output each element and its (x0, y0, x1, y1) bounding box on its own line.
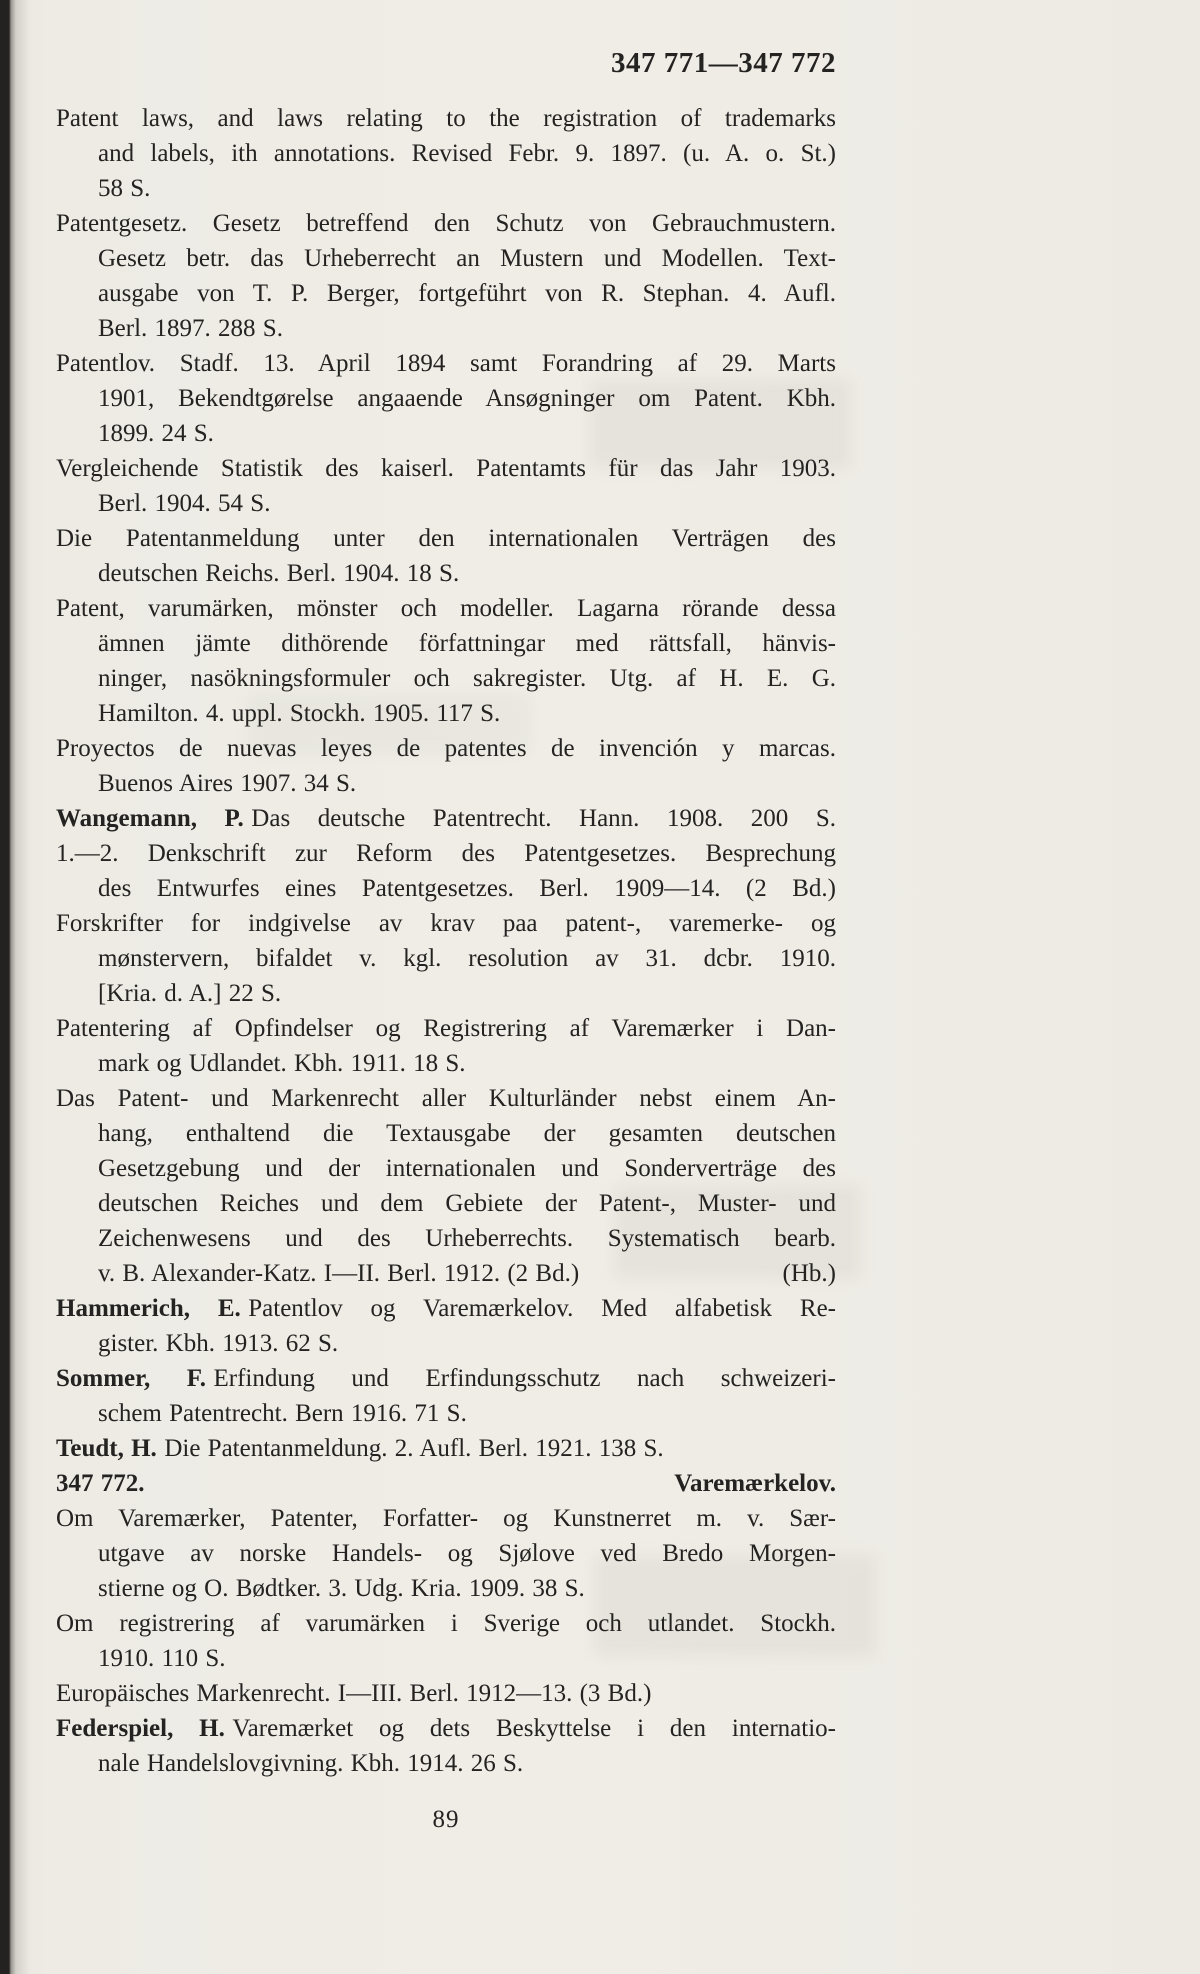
entry-line: Forskrifter for indgivelse av krav paa patent-, varemerke- og (56, 910, 836, 937)
entry-line: hang, enthaltend die Textausgabe der gesamten deutschen (98, 1120, 836, 1147)
bibliography-entry (56, 1676, 836, 1711)
entry-line: 1901, Bekendtgørelse angaaende Ansøgninger om Patent. Kbh. (98, 385, 836, 412)
entry-line: Buenos Aires 1907. 34 S. (98, 770, 357, 797)
entry-line: Patentgesetz. Gesetz betreffend den Schutz von Gebrauchmustern. (56, 210, 836, 237)
bibliography-entry (56, 1501, 836, 1606)
text-block (56, 101, 836, 1781)
entry-line-right-text: Varemærkelov. (674, 1470, 836, 1497)
bibliography-entry (56, 1431, 836, 1466)
entry-line: schem Patentrecht. Bern 1916. 71 S. (98, 1400, 467, 1427)
author-name: Hammerich, E. (56, 1295, 241, 1322)
entry-line: ausgabe von T. P. Berger, fortgeführt von R. Stephan. 4. Aufl. (98, 280, 836, 307)
bibliography-entry (56, 451, 836, 521)
entry-line: Patentlov. Stadf. 13. April 1894 samt Forandring af 29. Marts (56, 350, 836, 377)
entry-line: Om Varemærker, Patenter, Forfatter- og Kunstnerret m. v. Sær- (56, 1505, 836, 1532)
entry-line: 1.—2. Denkschrift zur Reform des Patentgesetzes. Besprechung (56, 840, 836, 867)
entry-line-text: Die Patentanmeldung. 2. Aufl. Berl. 1921. 138 S. (164, 1435, 664, 1462)
bibliography-entry (56, 1291, 836, 1361)
entry-line: Patent laws, and laws relating to the registration of trademarks (56, 105, 836, 132)
bibliography-entry (56, 521, 836, 591)
classification-number-range-header: 347 771—347 772 (611, 47, 836, 79)
entry-line-right-text: (Hb.) (782, 1260, 836, 1287)
bibliography-entry (56, 801, 836, 836)
entry-line-text: v. B. Alexander-Katz. I—II. Berl. 1912. (2 Bd.) (98, 1260, 580, 1287)
entry-line: des Entwurfes eines Patentgesetzes. Berl. 1909—14. (2 Bd.) (98, 875, 836, 902)
entry-line: and labels, ith annotations. Revised Febr. 9. 1897. (u. A. o. St.) (98, 140, 836, 167)
section-heading (56, 1466, 836, 1501)
bibliography-entry (56, 1011, 836, 1081)
entry-line: Om registrering af varumärken i Sverige och utlandet. Stockh. (56, 1610, 836, 1637)
entry-line (56, 1361, 836, 1396)
entry-line: gister. Kbh. 1913. 62 S. (98, 1330, 339, 1357)
entry-line: nale Handelslovgivning. Kbh. 1914. 26 S. (98, 1750, 524, 1777)
entry-line-text: Erfindung und Erfindungsschutz nach schweizeri- (213, 1365, 836, 1392)
entry-line: utgave av norske Handels- og Sjølove ved Bredo Morgen- (98, 1540, 836, 1567)
entry-line (56, 1431, 836, 1466)
entry-line: Europäisches Markenrecht. I—III. Berl. 1912—13. (3 Bd.) (56, 1680, 652, 1707)
bibliography-entry (56, 1711, 836, 1781)
bibliography-entry (56, 1361, 836, 1431)
entry-line-split (56, 1256, 836, 1291)
entry-line: Vergleichende Statistik des kaiserl. Patentamts für das Jahr 1903. (56, 455, 836, 482)
entry-line: Proyectos de nuevas leyes de patentes de invención y marcas. (56, 735, 836, 762)
entry-line (56, 1291, 836, 1326)
entry-line (56, 1711, 836, 1746)
entry-line: Patent, varumärken, mönster och modeller. Lagarna rörande dessa (56, 595, 836, 622)
entry-line: ämnen jämte dithörende författningar med rättsfall, hänvis- (98, 630, 836, 657)
bibliography-entry (56, 836, 836, 906)
entry-line: [Kria. d. A.] 22 S. (98, 980, 282, 1007)
author-name: Federspiel, H. (56, 1715, 225, 1742)
bibliography-entry (56, 591, 836, 731)
bibliography-entry (56, 346, 836, 451)
entry-line-text: 347 772. (56, 1470, 145, 1497)
entry-line: mark og Udlandet. Kbh. 1911. 18 S. (98, 1050, 466, 1077)
entry-line: Zeichenwesens und des Urheberrechts. Systematisch bearb. (98, 1225, 836, 1252)
entry-line: 1910. 110 S. (98, 1645, 226, 1672)
entry-line-text: Patentlov og Varemærkelov. Med alfabetisk Re- (248, 1295, 836, 1322)
bibliography-entry (56, 206, 836, 346)
entry-line: Hamilton. 4. uppl. Stockh. 1905. 117 S. (98, 700, 501, 727)
scan-binding-edge (0, 0, 30, 1974)
entry-line: Gesetzgebung und der internationalen und Sonderverträge des (98, 1155, 836, 1182)
author-name: Teudt, H. (56, 1435, 157, 1462)
entry-line-split (56, 1466, 836, 1501)
entry-line: mønstervern, bifaldet v. kgl. resolution av 31. dcbr. 1910. (98, 945, 836, 972)
entry-line-text: Varemærket og dets Beskyttelse i den internatio- (232, 1715, 836, 1742)
bibliography-entry (56, 731, 836, 801)
entry-line: Berl. 1904. 54 S. (98, 490, 271, 517)
entry-line: 58 S. (98, 175, 151, 202)
page-content (56, 46, 836, 1836)
bibliography-entry (56, 1081, 836, 1291)
entry-line: stierne og O. Bødtker. 3. Udg. Kria. 1909. 38 S. (98, 1575, 585, 1602)
entry-line: deutschen Reichs. Berl. 1904. 18 S. (98, 560, 460, 587)
entry-line: Berl. 1897. 288 S. (98, 315, 283, 342)
entry-line: Die Patentanmeldung unter den internationalen Verträgen des (56, 525, 836, 552)
entry-line: ninger, nasökningsformuler och sakregister. Utg. af H. E. G. (98, 665, 836, 692)
bibliography-entry (56, 101, 836, 206)
author-name: Sommer, F. (56, 1365, 206, 1392)
author-name: Wangemann, P. (56, 805, 244, 832)
entry-line: Patentering af Opfindelser og Registrering af Varemærker i Dan- (56, 1015, 836, 1042)
entry-line-text: Das deutsche Patentrecht. Hann. 1908. 200 S. (251, 805, 836, 832)
bibliography-entry (56, 906, 836, 1011)
entry-line: Das Patent- und Markenrecht aller Kulturländer nebst einem An- (56, 1085, 836, 1112)
entry-line (56, 801, 836, 836)
entry-line: 1899. 24 S. (98, 420, 214, 447)
entry-line: Gesetz betr. das Urheberrecht an Mustern und Modellen. Text- (98, 245, 836, 272)
entry-line: deutschen Reiches und dem Gebiete der Patent-, Muster- und (98, 1190, 836, 1217)
bibliography-entry (56, 1606, 836, 1676)
page-number: 89 (432, 1806, 460, 1833)
